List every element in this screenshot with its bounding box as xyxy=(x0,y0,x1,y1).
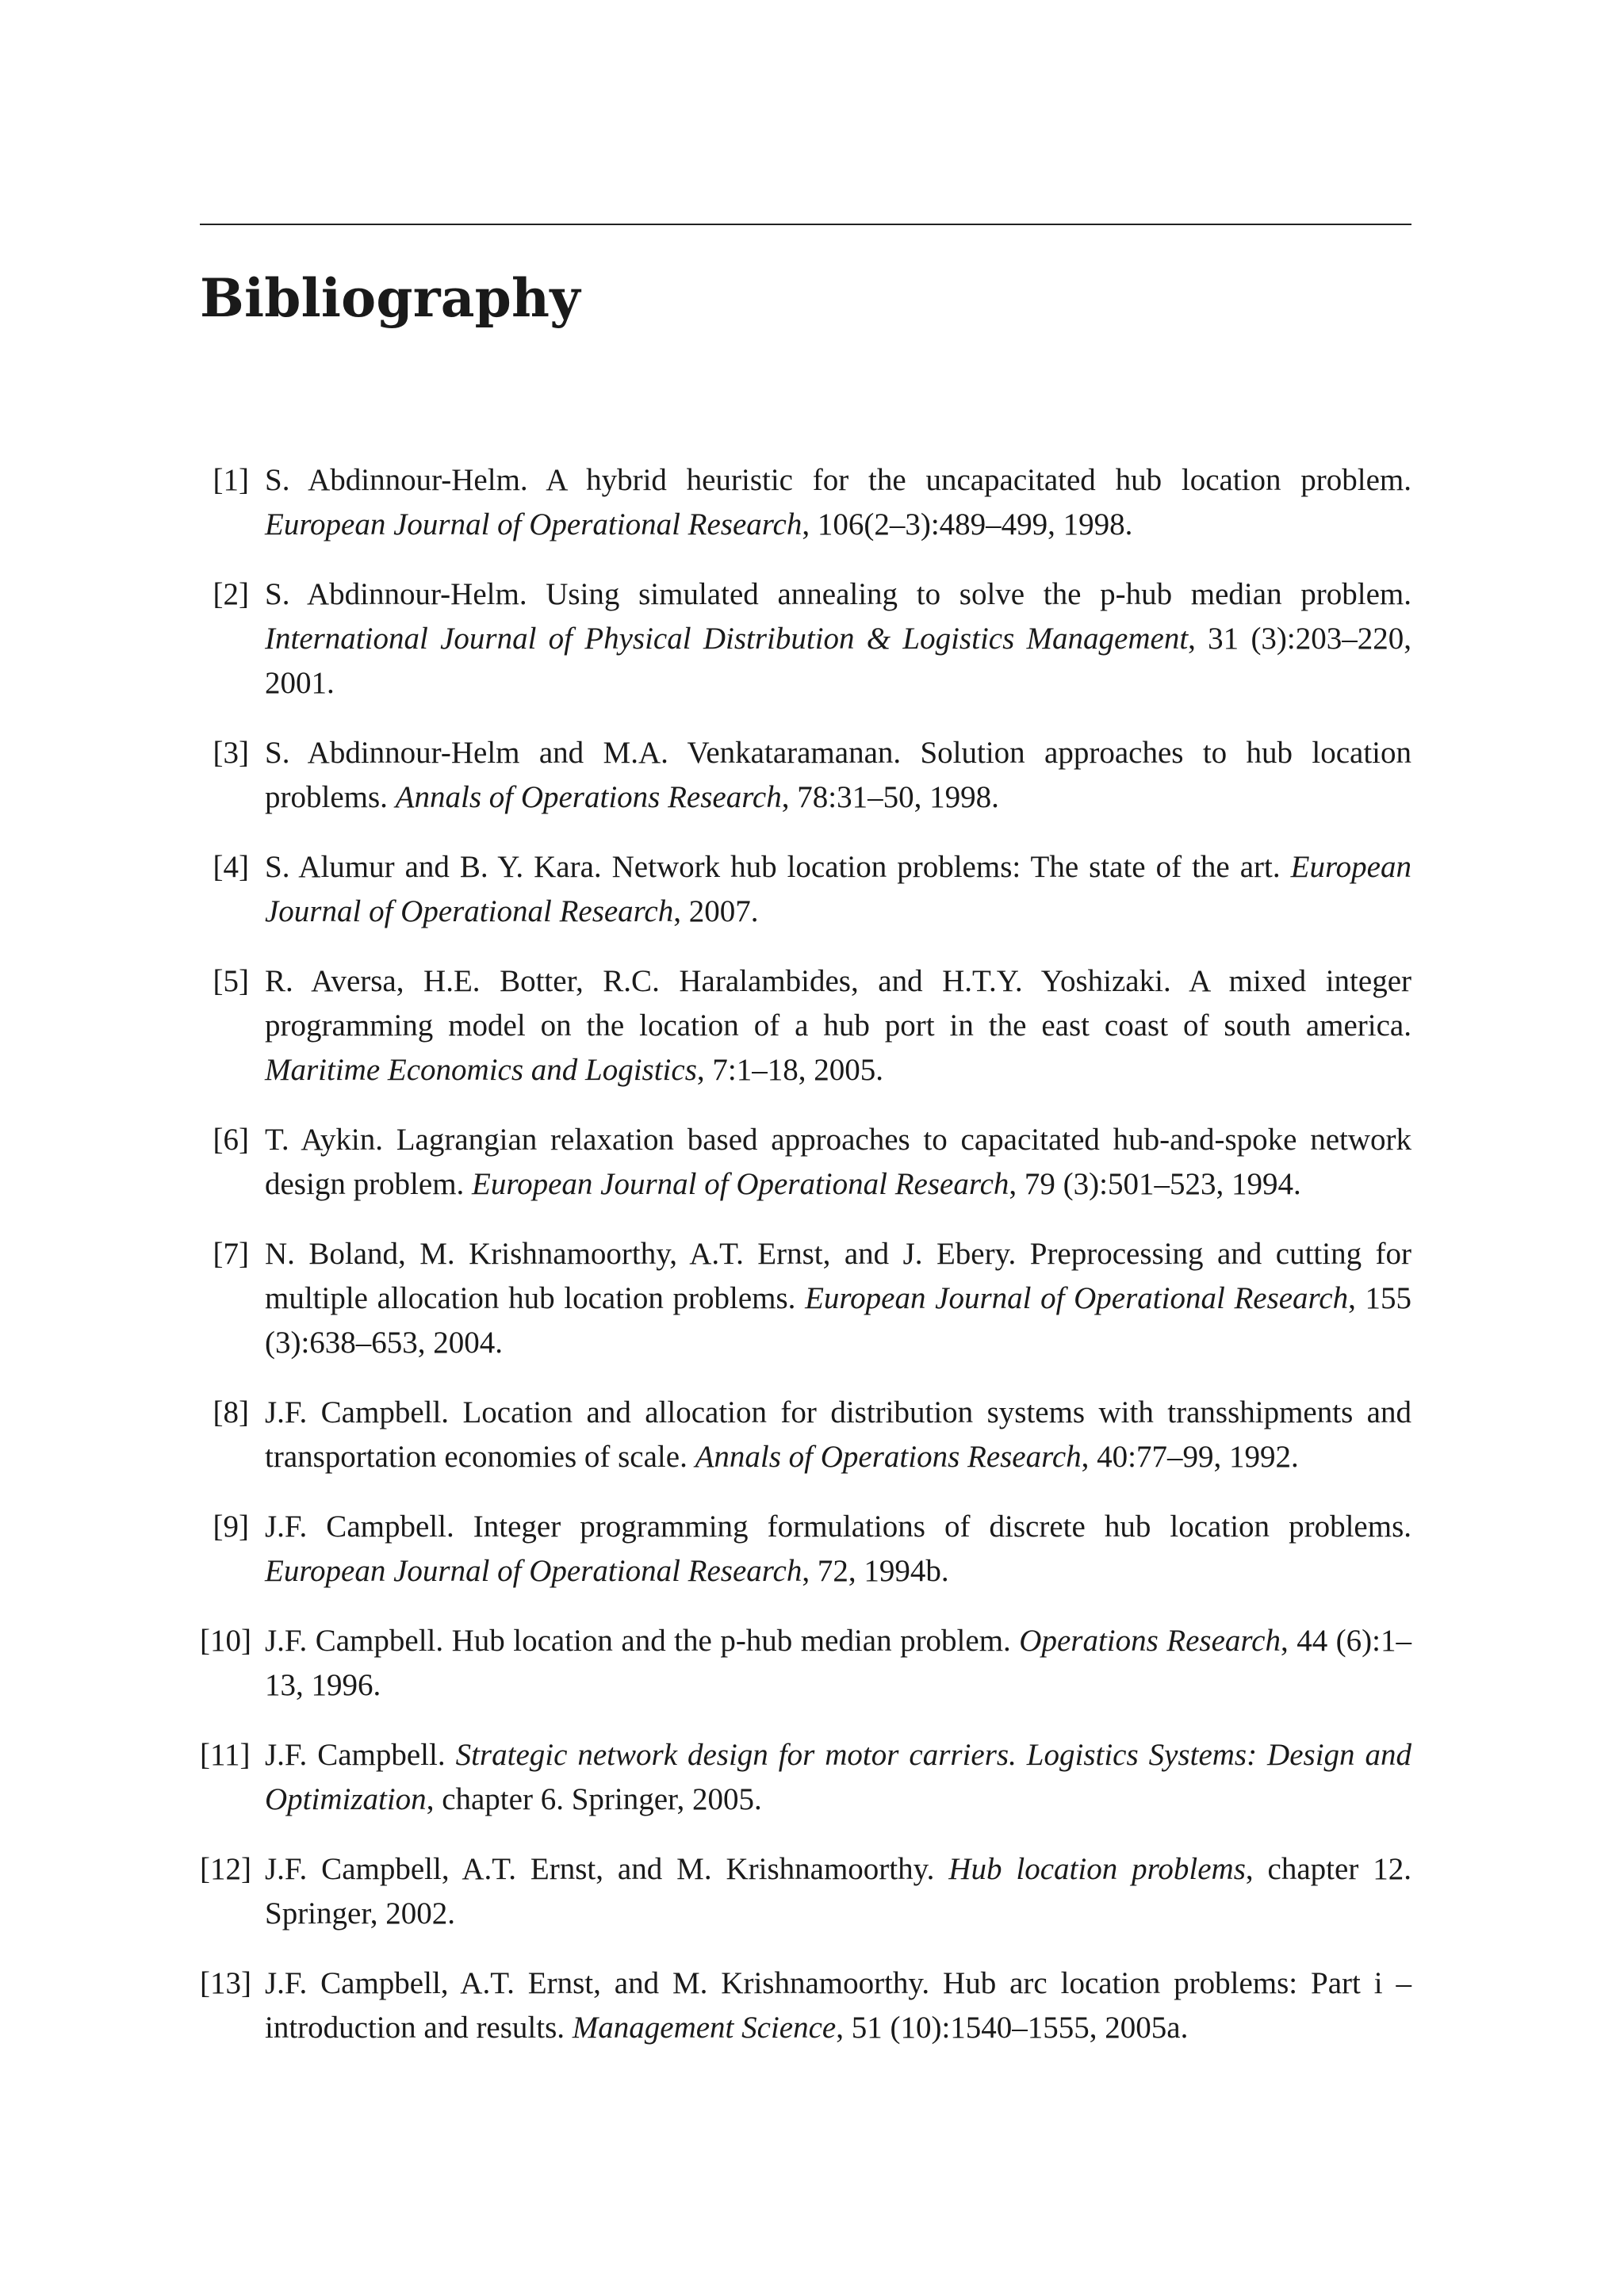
reference-text xyxy=(265,577,1411,700)
reference-details: , chapter 12. Springer, 2002. xyxy=(265,1852,1412,1931)
reference-item xyxy=(200,1733,1411,1822)
reference-authors-title: J.F. Campbell. Location and allocation for distribution systems with transshipments and transportation economies of scale. xyxy=(265,1395,1411,1474)
reference-item xyxy=(200,458,1411,547)
reference-venue: Maritime Economics and Logistics xyxy=(265,1053,697,1087)
reference-number: [5] xyxy=(213,964,249,998)
reference-text xyxy=(265,1510,1411,1588)
reference-venue: European Journal of Operational Research xyxy=(265,507,802,541)
reference-item xyxy=(200,731,1411,820)
reference-authors-title: S. Alumur and B. Y. Kara. Network hub location problems: The state of the art. xyxy=(265,850,1281,884)
reference-details: , 2007. xyxy=(673,894,759,928)
reference-venue: European Journal of Operational Research xyxy=(265,1554,802,1588)
reference-venue: Operations Research xyxy=(1019,1624,1281,1658)
reference-authors-title: T. Aykin. Lagrangian relaxation based approaches to capacitated hub-and-spoke network design problem. xyxy=(265,1123,1411,1201)
reference-item xyxy=(200,959,1411,1093)
reference-number: [10] xyxy=(200,1624,251,1658)
reference-venue: Management Science xyxy=(572,2011,837,2045)
reference-details: , 31 (3):203–220, 2001. xyxy=(265,622,1412,700)
reference-item xyxy=(200,1391,1411,1479)
reference-text xyxy=(265,1237,1411,1360)
reference-details: , 40:77–99, 1992. xyxy=(1081,1440,1299,1474)
reference-text xyxy=(265,1738,1411,1816)
reference-details: , 44 (6):1–13, 1996. xyxy=(265,1624,1411,1702)
page xyxy=(200,0,1411,2296)
reference-number: [12] xyxy=(200,1852,251,1886)
reference-authors-title: R. Aversa, H.E. Botter, R.C. Haralambides, and H.T.Y. Yoshizaki. A mixed integer programming model on the location of a hub port in the east coast of south america. xyxy=(265,964,1411,1043)
reference-text xyxy=(265,1624,1411,1702)
reference-authors-title: S. Abdinnour-Helm. Using simulated annealing to solve the p-hub median problem. xyxy=(265,577,1411,611)
reference-text xyxy=(265,736,1411,814)
reference-details: , 78:31–50, 1998. xyxy=(781,780,999,814)
reference-authors-title: S. Abdinnour-Helm. A hybrid heuristic for the uncapacitated hub location problem. xyxy=(265,463,1411,497)
reference-item xyxy=(200,1619,1411,1708)
reference-number: [6] xyxy=(213,1123,249,1157)
reference-item xyxy=(200,572,1411,706)
reference-number: [9] xyxy=(213,1510,249,1544)
reference-authors-title: S. Abdinnour-Helm and M.A. Venkataramanan. Solution approaches to hub location problems. xyxy=(265,736,1411,814)
reference-text xyxy=(265,1966,1411,2045)
reference-number: [3] xyxy=(213,736,249,770)
reference-text xyxy=(265,1395,1411,1474)
reference-number: [2] xyxy=(213,577,249,611)
reference-item xyxy=(200,845,1411,934)
reference-text xyxy=(265,463,1411,541)
reference-number: [8] xyxy=(213,1395,249,1429)
reference-item xyxy=(200,1847,1411,1936)
reference-item xyxy=(200,1961,1411,2050)
reference-venue: Annals of Operations Research xyxy=(695,1440,1082,1474)
reference-details: , 51 (10):1540–1555, 2005a. xyxy=(836,2011,1189,2045)
reference-venue: European Journal of Operational Research xyxy=(472,1167,1009,1201)
section-title: Bibliography xyxy=(200,267,580,329)
reference-venue: European Journal of Operational Research xyxy=(805,1281,1349,1315)
reference-authors-title: J.F. Campbell. Integer programming formulations of discrete hub location problems. xyxy=(265,1510,1411,1544)
reference-text xyxy=(265,964,1411,1087)
reference-venue: Strategic network design for motor carriers. Logistics Systems: Design and Optimization xyxy=(265,1738,1412,1816)
reference-authors-title: J.F. Campbell, A.T. Ernst, and M. Krishnamoorthy. Hub arc location problems: Part i – introduction and results. xyxy=(265,1966,1411,2045)
reference-venue: Hub location problems xyxy=(948,1852,1246,1886)
reference-number: [4] xyxy=(213,850,249,884)
reference-number: [13] xyxy=(200,1966,251,2000)
reference-item xyxy=(200,1232,1411,1365)
reference-number: [1] xyxy=(213,463,249,497)
reference-details: , 72, 1994b. xyxy=(802,1554,949,1588)
reference-details: , 155 (3):638–653, 2004. xyxy=(265,1281,1412,1360)
reference-authors-title: J.F. Campbell. xyxy=(265,1738,446,1772)
reference-details: , 7:1–18, 2005. xyxy=(696,1053,883,1087)
reference-text xyxy=(265,1123,1411,1201)
reference-number: [7] xyxy=(213,1237,249,1271)
reference-venue: Annals of Operations Research xyxy=(395,780,782,814)
reference-details: , chapter 6. Springer, 2005. xyxy=(426,1782,762,1816)
reference-details: , 79 (3):501–523, 1994. xyxy=(1009,1167,1301,1201)
reference-number: [11] xyxy=(200,1738,251,1772)
reference-text xyxy=(265,850,1411,928)
reference-authors-title: J.F. Campbell, A.T. Ernst, and M. Krishnamoorthy. xyxy=(265,1852,935,1886)
reference-list xyxy=(200,458,1411,2076)
reference-item xyxy=(200,1118,1411,1207)
reference-item xyxy=(200,1505,1411,1594)
header-rule xyxy=(200,224,1411,225)
reference-details: , 106(2–3):489–499, 1998. xyxy=(802,507,1133,541)
reference-text xyxy=(265,1852,1411,1931)
reference-authors-title: J.F. Campbell. Hub location and the p-hub median problem. xyxy=(265,1624,1011,1658)
reference-venue: European Journal of Operational Research xyxy=(265,850,1411,928)
reference-authors-title: N. Boland, M. Krishnamoorthy, A.T. Ernst, and J. Ebery. Preprocessing and cutting for multiple allocation hub location problems. xyxy=(265,1237,1411,1315)
reference-venue: International Journal of Physical Distribution & Logistics Management xyxy=(265,622,1189,656)
